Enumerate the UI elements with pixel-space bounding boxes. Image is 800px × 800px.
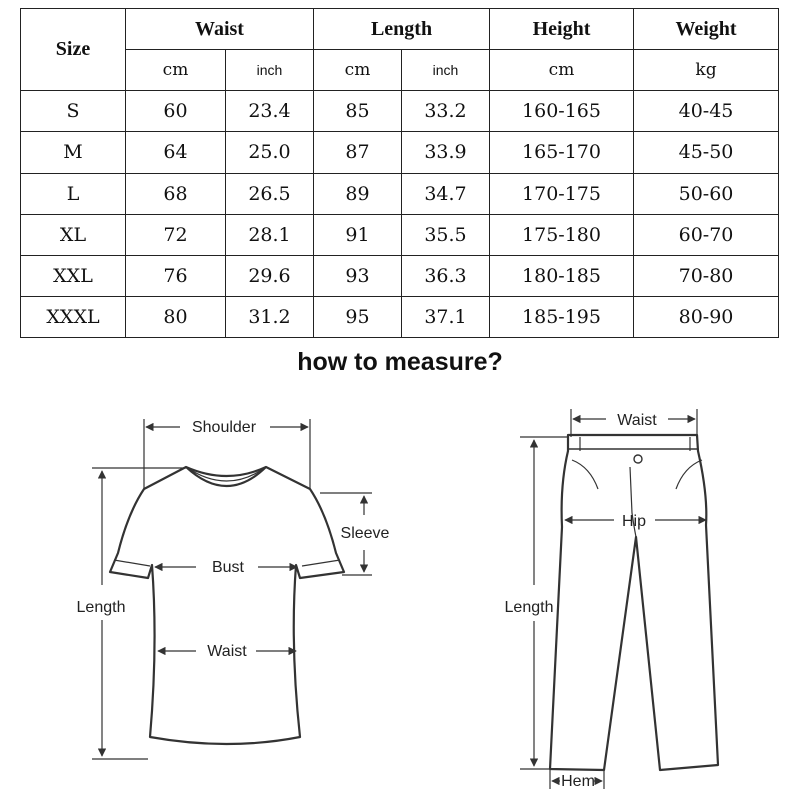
waist-header: Waist [126, 9, 314, 50]
waist-inch-cell: 31.2 [226, 296, 314, 337]
length-inch-cell: 34.7 [402, 173, 490, 214]
table-row [21, 91, 779, 132]
weight-cell: 45-50 [634, 132, 779, 173]
length-cm-cell: 93 [314, 255, 402, 296]
tshirt-illustration [110, 467, 344, 744]
unit-cell: cm [126, 50, 226, 91]
table-row [21, 214, 779, 255]
waist-inch-cell: 23.4 [226, 91, 314, 132]
height-cell: 160-165 [490, 91, 634, 132]
length-cm-cell: 91 [314, 214, 402, 255]
table-row [21, 173, 779, 214]
waist-inch-cell: 25.0 [226, 132, 314, 173]
how-to-measure-heading: how to measure? [297, 348, 503, 376]
length-cm-cell: 87 [314, 132, 402, 173]
weight-cell: 60-70 [634, 214, 779, 255]
height-cell: 165-170 [490, 132, 634, 173]
measurement-diagrams [0, 385, 800, 795]
size-cell: XXXL [21, 296, 126, 337]
shoulder-label: Shoulder [191, 419, 257, 436]
pants-waist-label: Waist [617, 412, 657, 429]
table-row [21, 296, 779, 337]
height-cell: 170-175 [490, 173, 634, 214]
pants-illustration [550, 435, 718, 770]
height-cell: 185-195 [490, 296, 634, 337]
hem-label: Hem [561, 773, 595, 790]
length-inch-cell: 33.9 [402, 132, 490, 173]
weight-cell: 80-90 [634, 296, 779, 337]
waist-cm-cell: 76 [126, 255, 226, 296]
weight-cell: 70-80 [634, 255, 779, 296]
weight-cell: 40-45 [634, 91, 779, 132]
size-cell: M [21, 132, 126, 173]
waist-cm-cell: 68 [126, 173, 226, 214]
size-cell: XXL [21, 255, 126, 296]
length-inch-cell: 36.3 [402, 255, 490, 296]
shirt-length-label: Length [76, 599, 126, 616]
waist-inch-cell: 29.6 [226, 255, 314, 296]
unit-cell: inch [402, 50, 490, 91]
size-chart-table [20, 8, 779, 338]
waist-inch-cell: 28.1 [226, 214, 314, 255]
size-cell: L [21, 173, 126, 214]
pants-length-label: Length [504, 599, 554, 616]
waist-cm-cell: 72 [126, 214, 226, 255]
table-row [21, 132, 779, 173]
length-inch-cell: 35.5 [402, 214, 490, 255]
unit-cell: cm [314, 50, 402, 91]
table-row [21, 255, 779, 296]
size-header: Size [21, 9, 126, 91]
bust-label: Bust [211, 559, 245, 576]
unit-cell: inch [226, 50, 314, 91]
pants-outline [550, 435, 718, 770]
waist-inch-cell: 26.5 [226, 173, 314, 214]
length-header: Length [314, 9, 490, 50]
waist-cm-cell: 64 [126, 132, 226, 173]
shirt-waist-label: Waist [207, 643, 247, 660]
height-cell: 175-180 [490, 214, 634, 255]
hip-label: Hip [621, 513, 647, 530]
waist-cm-cell: 60 [126, 91, 226, 132]
length-inch-cell: 37.1 [402, 296, 490, 337]
weight-cell: 50-60 [634, 173, 779, 214]
unit-cell: kg [634, 50, 779, 91]
length-cm-cell: 89 [314, 173, 402, 214]
size-cell: XL [21, 214, 126, 255]
waist-cm-cell: 80 [126, 296, 226, 337]
unit-cell: cm [490, 50, 634, 91]
length-cm-cell: 85 [314, 91, 402, 132]
weight-header: Weight [634, 9, 779, 50]
height-header: Height [490, 9, 634, 50]
sleeve-label: Sleeve [340, 525, 390, 542]
height-cell: 180-185 [490, 255, 634, 296]
size-cell: S [21, 91, 126, 132]
length-inch-cell: 33.2 [402, 91, 490, 132]
length-cm-cell: 95 [314, 296, 402, 337]
tshirt-body-outline [110, 467, 344, 744]
